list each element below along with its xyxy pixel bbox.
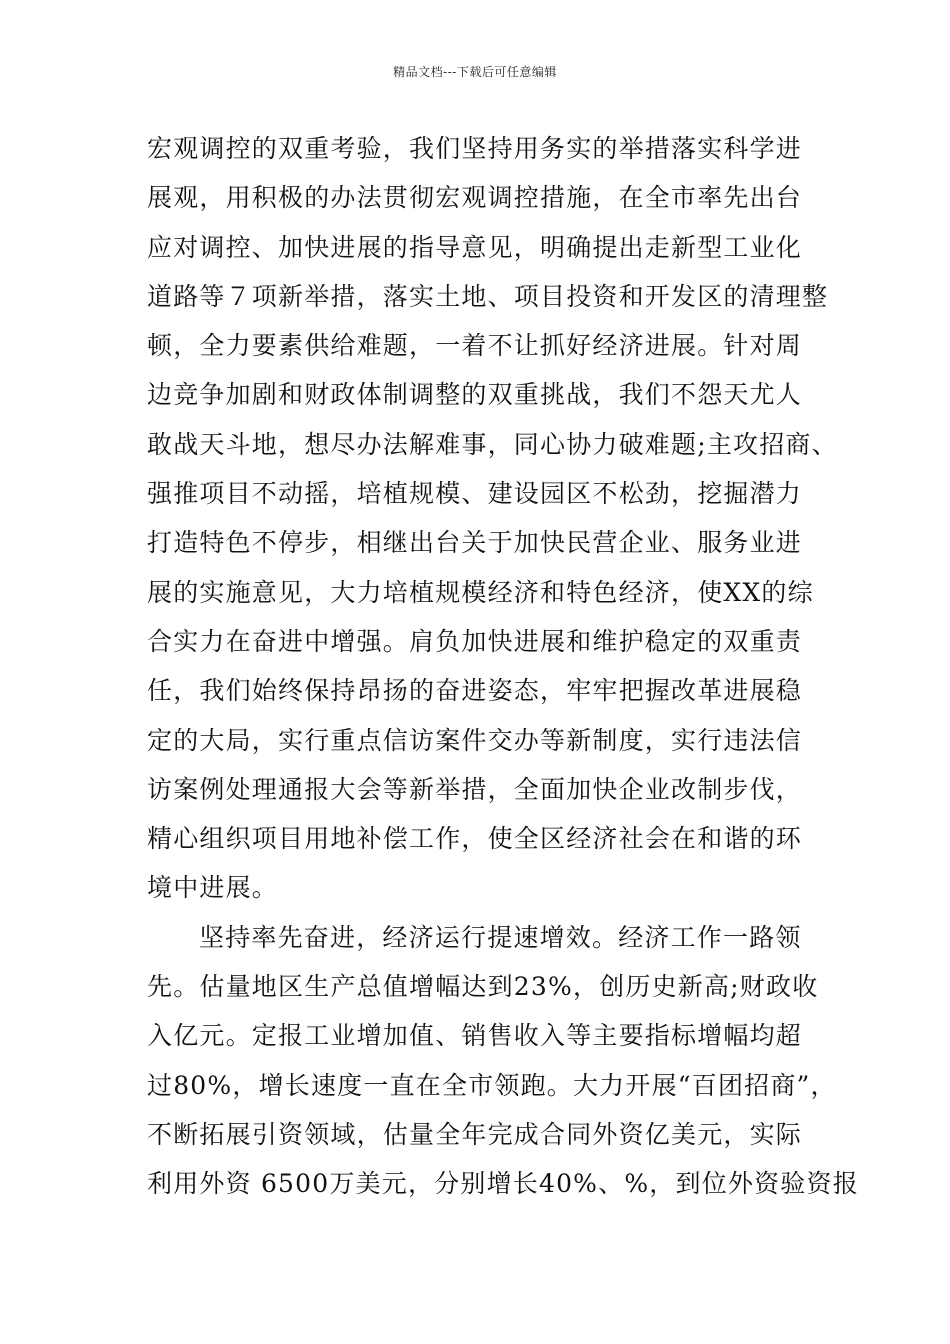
text-line: 强推项目不动摇，培植规模、建设园区不松劲，挖掘潜力	[147, 479, 803, 509]
text-line: 边竞争加剧和财政体制调整的双重挑战，我们不怨天尤人	[147, 380, 803, 410]
paragraph-2	[147, 913, 859, 1209]
text-line: 任，我们始终保持昂扬的奋进姿态，牢牢把握改革进展稳	[147, 676, 803, 706]
text-line: 定的大局，实行重点信访案件交办等新制度，实行违法信	[147, 725, 803, 755]
text-line: 顿，全力要素供给难题，一着不让抓好经济进展。针对周	[147, 331, 803, 361]
page-header: 精品文档---下载后可任意编辑	[393, 65, 557, 79]
text-line: 先。估量地区生产总值增幅达到23%，创历史新高;财政收	[147, 972, 819, 1002]
text-line: 合实力在奋进中增强。肩负加快进展和维护稳定的双重责	[147, 626, 803, 656]
document-body	[147, 124, 859, 1209]
text-line: 敢战天斗地，想尽办法解难事，同心协力破难题;主攻招商、	[147, 429, 838, 459]
text-line: 坚持率先奋进，经济运行提速增效。经济工作一路领	[199, 922, 802, 952]
text-line: 过80%，增长速度一直在全市领跑。大力开展“百团招商”，	[147, 1070, 837, 1100]
text-line: 宏观调控的双重考验，我们坚持用务实的举措落实科学进	[147, 134, 803, 163]
text-line: 境中进展。	[147, 873, 279, 903]
text-line: 展的实施意见，大力培植规模经济和特色经济，使XX的综	[147, 577, 814, 607]
text-line: 精心组织项目用地补偿工作，使全区经济社会在和谐的环	[147, 824, 803, 854]
text-line: 道路等７项新举措，落实土地、项目投资和开发区的清理整	[147, 281, 829, 311]
text-line: 应对调控、加快进展的指导意见，明确提出走新型工业化	[147, 232, 803, 262]
paragraph-1	[147, 124, 838, 913]
text-line: 入亿元。定报工业增加值、销售收入等主要指标增幅均超	[147, 1021, 803, 1051]
text-line: 打造特色不停步，相继出台关于加快民营企业、服务业进	[147, 528, 803, 558]
text-line: 利用外资 6500万美元，分别增长40%、%，到位外资验资报	[147, 1169, 859, 1199]
text-line: 展观，用积极的办法贯彻宏观调控措施，在全市率先出台	[147, 183, 803, 213]
text-line: 访案例处理通报大会等新举措，全面加快企业改制步伐，	[147, 774, 803, 804]
text-line: 不断拓展引资领域，估量全年完成合同外资亿美元，实际	[147, 1119, 803, 1149]
